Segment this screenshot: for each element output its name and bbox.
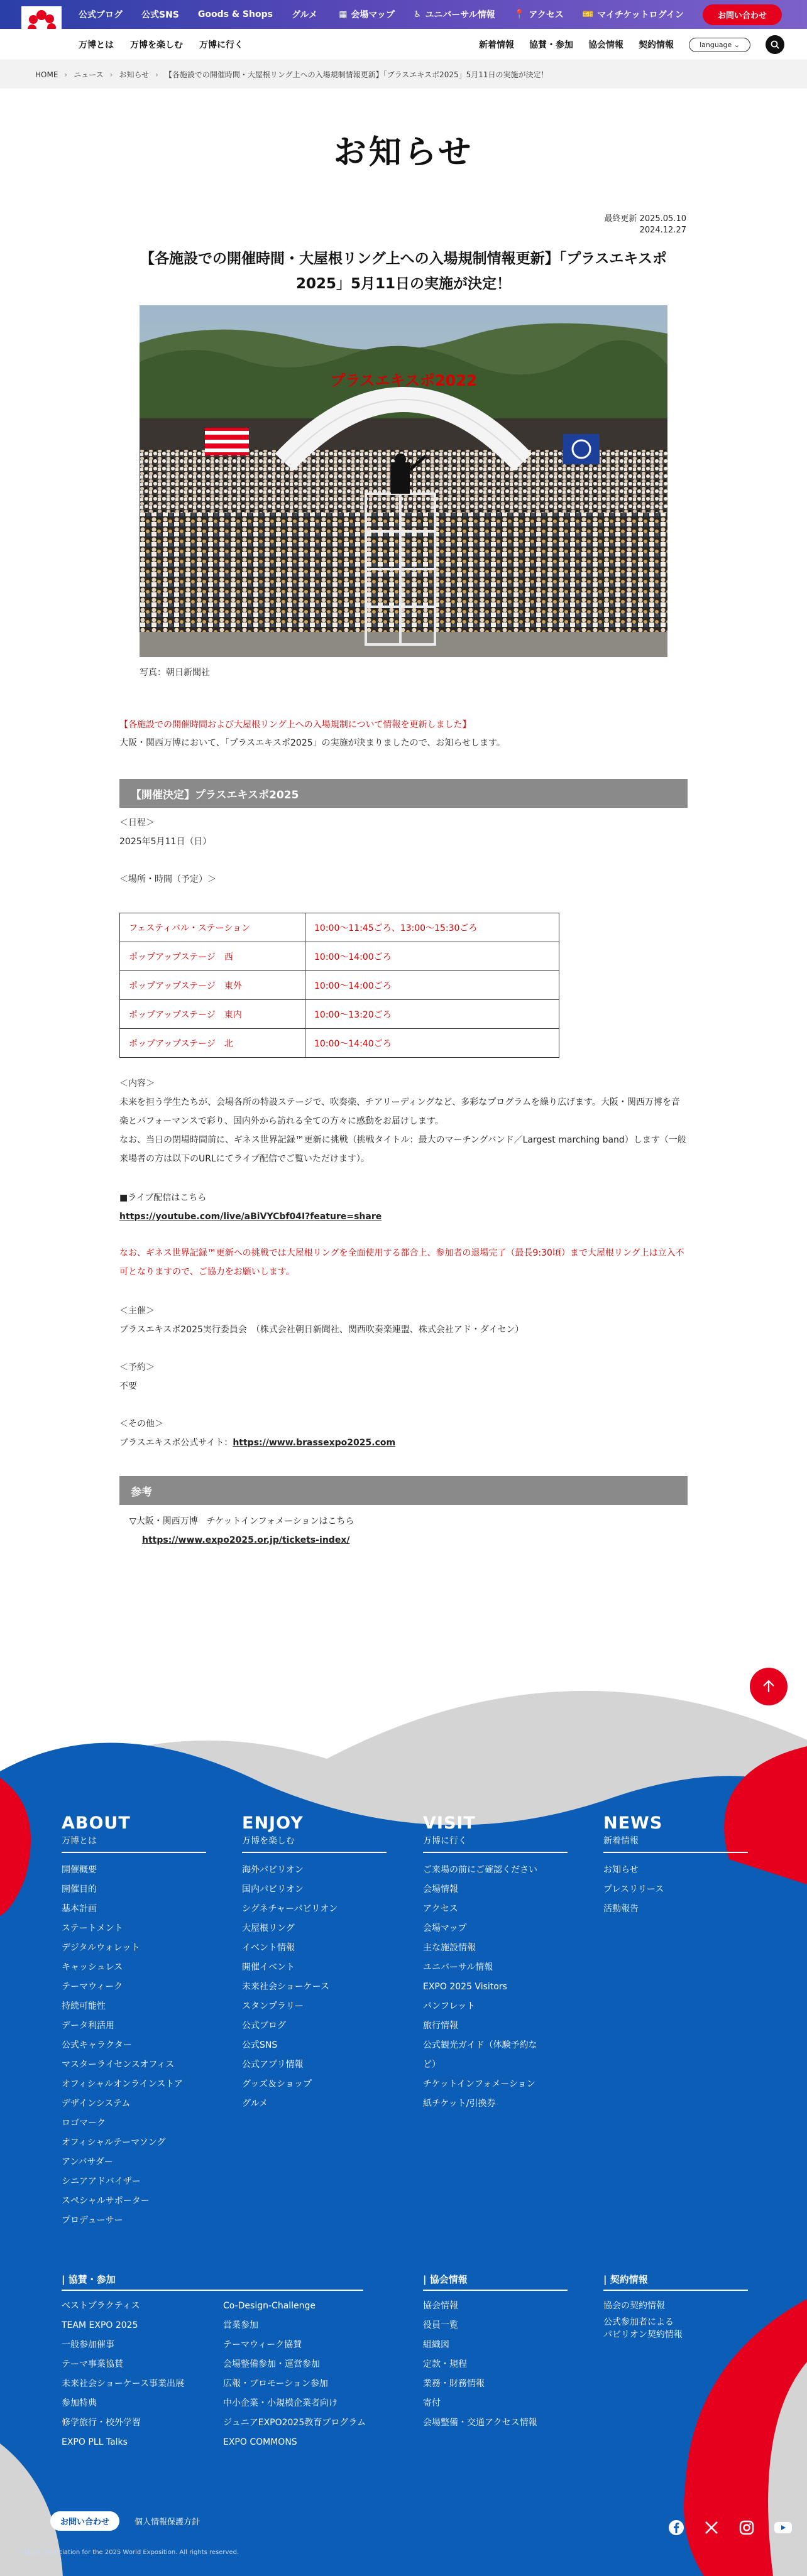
language-select[interactable]: language ⌄ [689, 38, 750, 52]
footer-link[interactable]: 持続可能性 [62, 2001, 106, 2011]
footer-visit-title: VISIT [423, 1813, 476, 1833]
footer-enjoy [242, 1814, 387, 2114]
venue-cell: フェスティバル・ステーション [120, 913, 305, 942]
nav-about[interactable]: 万博とは [79, 40, 114, 50]
footer-link[interactable]: EXPO 2025 Visitors [423, 1982, 507, 1992]
time-cell: 10:00〜14:00ごろ [305, 971, 559, 1000]
footer-sponsor-title: | 協賛・参加 [62, 2273, 363, 2291]
footer-link[interactable]: テーマウィーク協賛 [223, 2340, 302, 2350]
footer-link[interactable]: 定款・規程 [423, 2359, 467, 2369]
nav-visit[interactable]: 万博に行く [199, 40, 243, 50]
footer-link[interactable]: スタンプラリー [242, 2001, 304, 2011]
event-photo [140, 305, 667, 657]
breadcrumb [0, 60, 807, 89]
chevron-right-icon: › [109, 70, 113, 79]
main-nav [0, 29, 807, 60]
footer-link[interactable]: 修学旅行・校外学習 [62, 2418, 141, 2428]
time-cell: 10:00〜14:00ごろ [305, 942, 559, 971]
photo-caption: 写真：朝日新聞社 [140, 668, 210, 678]
article-headline: 【各施設での開催時間・大屋根リング上への入場規制情報更新】「プラスエキスポ2025」5月11日の実施が決定！ [140, 251, 667, 292]
footer-link[interactable]: キャッシュレス [62, 1962, 123, 1972]
topbar-link-ticket-login[interactable]: 🎫 マイチケットログイン [582, 9, 684, 20]
date-value: 2025年5月11日（日） [119, 837, 212, 847]
content-label: ＜内容＞ [119, 1079, 155, 1089]
topbar-link-map[interactable]: ▦ 会場マップ [339, 9, 395, 20]
footer-enjoy-title: ENJOY [242, 1813, 304, 1833]
contact-button[interactable]: お問い合わせ [703, 4, 782, 25]
footer-link[interactable]: 公式アプリ情報 [242, 2060, 304, 2070]
footer-link[interactable]: EXPO COMMONS [223, 2437, 297, 2447]
footer-link[interactable]: ご来場の前にご確認ください [423, 1865, 537, 1875]
host-label: ＜主催＞ [119, 1306, 155, 1316]
page-title: お知らせ [333, 134, 474, 171]
footer-link[interactable]: イベント情報 [242, 1943, 295, 1953]
content-paragraph-2: なお、当日の閉場時間前に、ギネス世界記録™更新に挑戦（挑戦タイトル：最大のマーチングバンド／Largest marching band）します（一般来場者の方は以下のURLにてライブ配信でご覧いただけます）。 [119, 1135, 686, 1164]
nav-news[interactable]: 新着情報 [479, 40, 515, 50]
topbar-link-goods[interactable]: Goods & Shops [197, 9, 273, 19]
reservation-label: ＜予約＞ [119, 1362, 155, 1372]
footer-link[interactable]: 業務・財務情報 [423, 2379, 485, 2389]
footer-link[interactable]: 参加特典 [62, 2398, 97, 2408]
footer-link[interactable]: 一般参加催事 [62, 2340, 114, 2350]
topbar-link-access[interactable]: 📍 アクセス [513, 9, 564, 20]
breadcrumb-notice[interactable]: お知らせ [119, 70, 150, 79]
footer-link[interactable]: アクセス [423, 1904, 458, 1914]
instagram-icon[interactable] [738, 2519, 755, 2536]
footer-link[interactable]: 会場情報 [423, 1884, 458, 1894]
venue-cell: ポップアップステージ 西 [120, 942, 305, 971]
footer-link[interactable]: 主な施設情報 [423, 1943, 476, 1953]
footer-link[interactable]: シグネチャーパビリオン [242, 1904, 338, 1914]
footer-bottom [50, 2511, 200, 2531]
footer-link[interactable]: ロゴマーク [62, 2118, 106, 2128]
footer-link[interactable]: 開催目的 [62, 1884, 97, 1894]
topbar-link-universal[interactable]: ♿ ユニバーサル情報 [413, 9, 495, 20]
footer-link[interactable]: グッズ＆ショップ [242, 2079, 312, 2089]
footer-visit-list [423, 1861, 549, 2114]
nav-sponsor[interactable]: 協賛・参加 [529, 40, 574, 50]
footer-link[interactable]: スペシャルサポーター [62, 2196, 150, 2206]
top-bar [0, 0, 807, 29]
footer-link[interactable]: ステートメント [62, 1923, 123, 1933]
footer-link[interactable]: ベストプラクティス [62, 2301, 140, 2311]
copyright: © Japan Association for the 2025 World Exposition. All rights reserved. [16, 2549, 239, 2556]
other-info: プラスエキスポ公式サイト：https://www.brassexpo2025.com [119, 1438, 396, 1448]
schedule-table [119, 913, 559, 1058]
footer-contract-title: | 契約情報 [603, 2273, 748, 2291]
footer-link[interactable]: 会場整備参加・運営参加 [223, 2359, 320, 2369]
footer-link[interactable]: ユニバーサル情報 [423, 1962, 493, 1972]
footer-link[interactable]: 広報・プロモーション参加 [223, 2379, 328, 2389]
footer-enjoy-list [242, 1861, 387, 2114]
footer-link[interactable]: 営業参加 [223, 2320, 258, 2330]
back-to-top-button[interactable] [750, 1668, 788, 1705]
footer-link[interactable]: データ利活用 [62, 2021, 114, 2031]
footer-link[interactable]: 未来社会ショーケース事業出展 [62, 2379, 185, 2389]
pin-icon: 📍 [513, 9, 525, 19]
footer-link[interactable]: パンフレット [423, 2001, 476, 2011]
official-site-link[interactable]: https://www.brassexpo2025.com [233, 1438, 396, 1448]
table-row [120, 913, 559, 942]
footer-link[interactable]: グルメ [242, 2099, 268, 2109]
footer-link[interactable]: お知らせ [603, 1865, 639, 1875]
table-row [120, 1000, 559, 1029]
x-icon[interactable] [703, 2519, 720, 2536]
footer-link[interactable]: EXPO PLL Talks [62, 2437, 128, 2447]
footer-link[interactable]: 公式観光ガイド（体験予約など） [423, 2040, 537, 2070]
breadcrumb-current: 【各施設での開催時間・大屋根リング上への入場規制情報更新】「プラスエキスポ2025」5月11日の実施が決定！ [164, 70, 549, 79]
nav-enjoy[interactable]: 万博を楽しむ [130, 40, 183, 50]
ring-restriction-notice: なお、ギネス世界記録™更新への挑戦では大屋根リングを全面使用する都合上、参加者の退場完了（最長9:30頃）まで大屋根リング上は立入不可となりますので、ご協力をお願いします。 [119, 1248, 684, 1277]
footer-link[interactable]: デザインシステム [62, 2099, 131, 2109]
footer-about-list [62, 1861, 206, 2231]
ticket-info-text: ▽大阪・関西万博 チケットインフォメーションはこちら [129, 1516, 354, 1526]
footer-link[interactable]: アンバサダー [62, 2157, 113, 2167]
privacy-policy-link[interactable]: 個人情報保護方針 [134, 2518, 200, 2527]
footer-link[interactable]: プロデューサー [62, 2215, 123, 2225]
footer-association-list [423, 2296, 537, 2433]
live-stream-link[interactable]: https://youtube.com/live/aBiVYCbf04I?feature=share [119, 1212, 382, 1222]
nav-contract[interactable]: 契約情報 [639, 40, 674, 50]
footer-link[interactable]: 公式SNS [242, 2040, 278, 2050]
footer-contact-button[interactable]: お問い合わせ [50, 2511, 119, 2531]
live-label: ■ライブ配信はこちら [119, 1193, 207, 1203]
breadcrumb-news[interactable]: ニュース [74, 70, 104, 79]
time-cell: 10:00〜13:20ごろ [305, 1000, 559, 1029]
footer-about-title: ABOUT [62, 1813, 131, 1833]
search-icon [771, 40, 779, 49]
published-date: 2024.12.27 [639, 226, 686, 235]
time-cell: 10:00〜14:40ごろ [305, 1029, 559, 1058]
footer-contract-list [603, 2296, 683, 2341]
footer-link[interactable]: 大屋根リング [242, 1923, 295, 1933]
footer-link[interactable]: 役員一覧 [423, 2320, 458, 2330]
table-row [120, 971, 559, 1000]
footer-sponsor-list-1 [62, 2296, 184, 2452]
nav-association[interactable]: 協会情報 [588, 40, 624, 50]
topbar-link-gourmet[interactable]: グルメ [291, 10, 318, 20]
other-label: ＜その他＞ [119, 1419, 163, 1429]
update-dates [604, 214, 686, 236]
footer-link[interactable]: 旅行情報 [423, 2021, 458, 2031]
section-heading-event: 【開催決定】プラスエキスポ2025 [119, 779, 688, 808]
section-heading-reference: 参考 [119, 1476, 688, 1505]
footer-visit-sub: 万博に行く [423, 1834, 568, 1853]
footer-news-sub: 新着情報 [603, 1834, 748, 1853]
footer-about-sub: 万博とは [62, 1834, 206, 1853]
venue-cell: ポップアップステージ 北 [120, 1029, 305, 1058]
footer-link[interactable]: テーマ事業協賛 [62, 2359, 123, 2369]
footer-link[interactable]: 協会の契約情報 [603, 2301, 665, 2311]
footer-link[interactable]: 基本計画 [62, 1904, 97, 1914]
footer-link[interactable]: チケットインフォメーション [423, 2079, 535, 2089]
social-links [668, 2519, 793, 2536]
footer-link[interactable]: 組織図 [423, 2340, 449, 2350]
host-value: プラスエキスポ2025実行委員会 （株式会社朝日新聞社、関西吹奏楽連盟、株式会社アド・ダイセン） [119, 1325, 524, 1335]
table-row [120, 1029, 559, 1058]
footer-news-title: NEWS [603, 1813, 663, 1833]
footer-link[interactable]: 公式キャラクター [62, 2040, 132, 2050]
topbar-link-sns[interactable]: 公式SNS [141, 10, 179, 20]
footer-sponsor-list-2 [223, 2296, 366, 2452]
footer-visit [423, 1814, 568, 2114]
footer-link[interactable]: パビリオン契約情報 [603, 2330, 683, 2340]
footer-link[interactable]: 公式ブログ [242, 2021, 286, 2031]
footer-about [62, 1814, 206, 2231]
footer-link[interactable]: 未来社会ショーケース [242, 1982, 330, 1992]
footer-link[interactable]: 寄付 [423, 2398, 441, 2408]
footer-link[interactable]: 会場整備・交通アクセス情報 [423, 2418, 537, 2428]
footer-association-title: | 協会情報 [423, 2273, 568, 2291]
ticket-info-link[interactable]: https://www.expo2025.or.jp/tickets-index/ [142, 1535, 350, 1545]
footer-link[interactable]: 協会情報 [423, 2301, 458, 2311]
footer-link[interactable]: 国内パビリオン [242, 1884, 304, 1894]
chevron-down-icon: ⌄ [733, 40, 740, 49]
breadcrumb-home[interactable]: HOME [35, 70, 58, 79]
date-label: ＜日程＞ [119, 818, 155, 828]
footer-link[interactable]: Co-Design-Challenge [223, 2301, 316, 2311]
content-paragraph-1: 未来を担う学生たちが、会場各所の特設ステージで、吹奏楽、チアリーディングなど、多彩なプログラムを繰り広げます。大阪・関西万博を音楽とパフォーマンスで彩り、国内外から訪れる全ての方々に感動をお届けします。 [119, 1097, 680, 1126]
footer-link[interactable]: マスターライセンスオフィス [62, 2060, 175, 2070]
universal-icon: ♿ [413, 9, 422, 19]
chevron-right-icon: › [64, 70, 68, 79]
arch-banner: プラスエキスポ2022 [330, 372, 477, 389]
footer-link[interactable]: ジュニアEXPO2025教育プログラム [223, 2418, 366, 2428]
arrow-up-icon [762, 1680, 776, 1693]
footer-link[interactable]: TEAM EXPO 2025 [62, 2320, 138, 2330]
map-icon: ▦ [339, 9, 348, 19]
venue-cell: ポップアップステージ 東外 [120, 971, 305, 1000]
footer-link[interactable]: テーマウィーク [62, 1982, 123, 1992]
footer-link[interactable]: 公式参加者による [603, 2317, 674, 2327]
footer-link[interactable]: プレスリリース [603, 1884, 664, 1894]
topbar-link-blog[interactable]: 公式ブログ [79, 10, 123, 20]
footer-link[interactable]: オフィシャルテーマソング [62, 2138, 166, 2148]
last-updated: 最終更新 2025.05.10 [604, 214, 686, 224]
footer-link[interactable]: 活動報告 [603, 1904, 639, 1914]
ticket-icon: 🎫 [582, 9, 594, 19]
footer-link[interactable]: シニアアドバイザー [62, 2177, 141, 2187]
facebook-icon[interactable] [668, 2519, 684, 2536]
reservation-value: 不要 [119, 1381, 137, 1391]
lead-text: 大阪・関西万博において、「プラスエキスポ2025」の実施が決まりましたので、お知らせします。 [119, 738, 505, 748]
footer-link[interactable]: オフィシャルオンラインストア [62, 2079, 183, 2089]
footer-link[interactable]: デジタルウォレット [62, 1943, 140, 1953]
update-notice: 【各施設での開催時間および大屋根リング上への入場規制について情報を更新しました】 [119, 720, 471, 730]
footer-link[interactable]: 開催概要 [62, 1865, 97, 1875]
footer-link[interactable]: 中小企業・小規模企業者向け [223, 2398, 338, 2408]
footer-link[interactable]: 会場マップ [423, 1923, 467, 1933]
footer-link[interactable]: 海外パビリオン [242, 1865, 304, 1875]
footer-news-list [603, 1861, 748, 1919]
footer-news [603, 1814, 748, 1919]
time-cell: 10:00〜11:45ごろ、13:00〜15:30ごろ [305, 913, 559, 942]
chevron-right-icon: › [155, 70, 158, 79]
table-row [120, 942, 559, 971]
venue-cell: ポップアップステージ 東内 [120, 1000, 305, 1029]
footer-link[interactable]: 開催イベント [242, 1962, 295, 1972]
footer-link[interactable]: 紙チケット/引換券 [423, 2099, 496, 2109]
search-button[interactable] [766, 35, 784, 54]
place-label: ＜場所・時間（予定）＞ [119, 874, 216, 884]
youtube-icon[interactable] [774, 2519, 793, 2536]
footer-enjoy-sub: 万博を楽しむ [242, 1834, 387, 1853]
